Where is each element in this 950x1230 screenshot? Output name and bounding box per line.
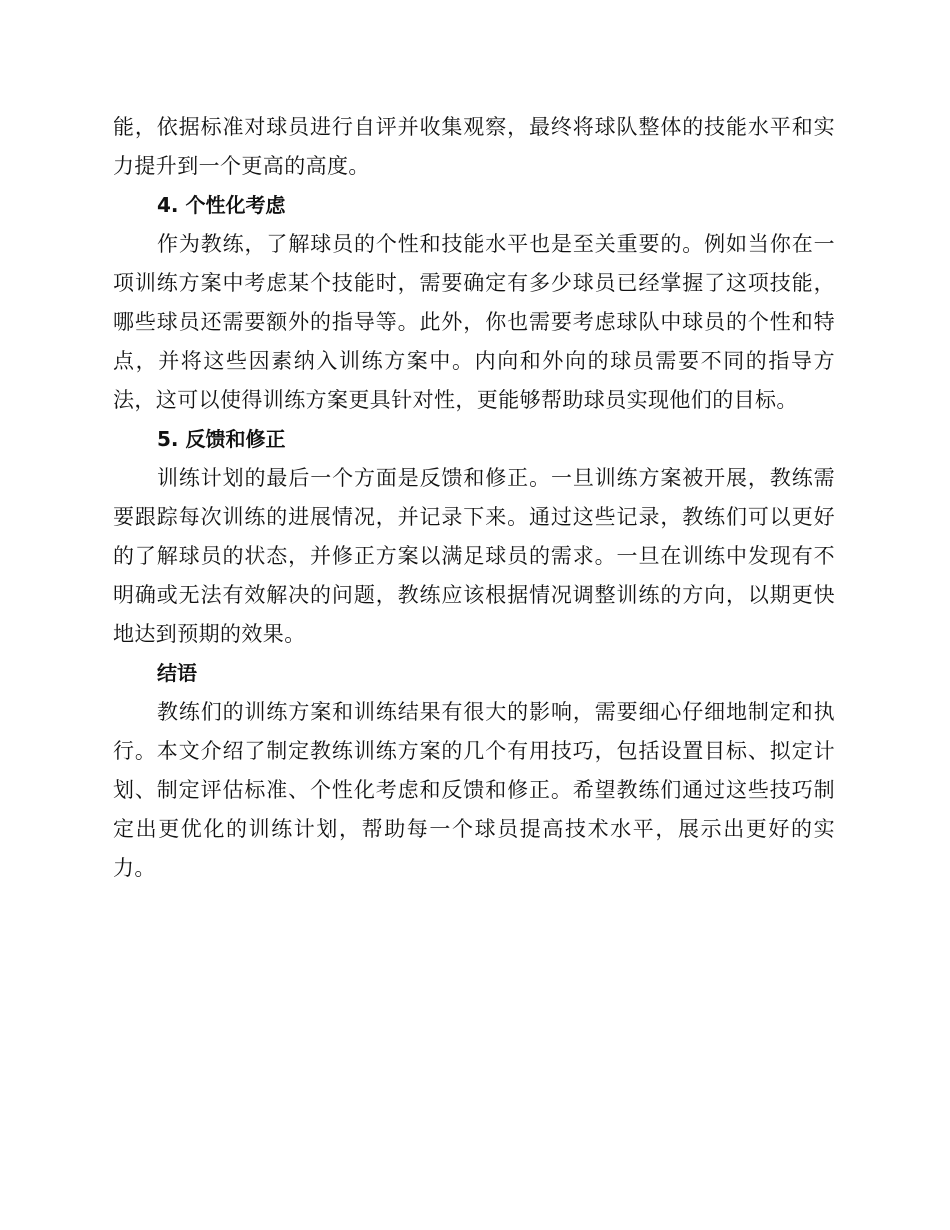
section-5-heading: 5. 反馈和修正	[157, 427, 286, 451]
conclusion-heading: 结语	[157, 661, 197, 685]
document-body	[113, 108, 835, 888]
section-4-paragraph: 作为教练，了解球员的个性和技能水平也是至关重要的。例如当你在一项训练方案中考虑某个技能时，需要确定有多少球员已经掌握了这项技能，哪些球员还需要额外的指导等。此外，你也需要考虑球队中球员的个性和特点，并将这些因素纳入训练方案中。内向和外向的球员需要不同的指导方法，这可以使得训练方案更具针对性，更能够帮助球员实现他们的目标。	[113, 232, 835, 412]
section-5-paragraph: 训练计划的最后一个方面是反馈和修正。一旦训练方案被开展，教练需要跟踪每次训练的进展情况，并记录下来。通过这些记录，教练们可以更好的了解球员的状态，并修正方案以满足球员的需求。一旦在训练中发现有不明确或无法有效解决的问题，教练应该根据情况调整训练的方向，以期更快地达到预期的效果。	[113, 466, 835, 646]
section-4-heading: 4. 个性化考虑	[157, 193, 286, 217]
intro-continuation-paragraph: 能，依据标准对球员进行自评并收集观察，最终将球队整体的技能水平和实力提升到一个更高的高度。	[113, 115, 835, 178]
conclusion-paragraph: 教练们的训练方案和训练结果有很大的影响，需要细心仔细地制定和执行。本文介绍了制定教练训练方案的几个有用技巧，包括设置目标、拟定计划、制定评估标准、个性化考虑和反馈和修正。希望教练们通过这些技巧制定出更优化的训练计划，帮助每一个球员提高技术水平，展示出更好的实力。	[113, 700, 835, 880]
